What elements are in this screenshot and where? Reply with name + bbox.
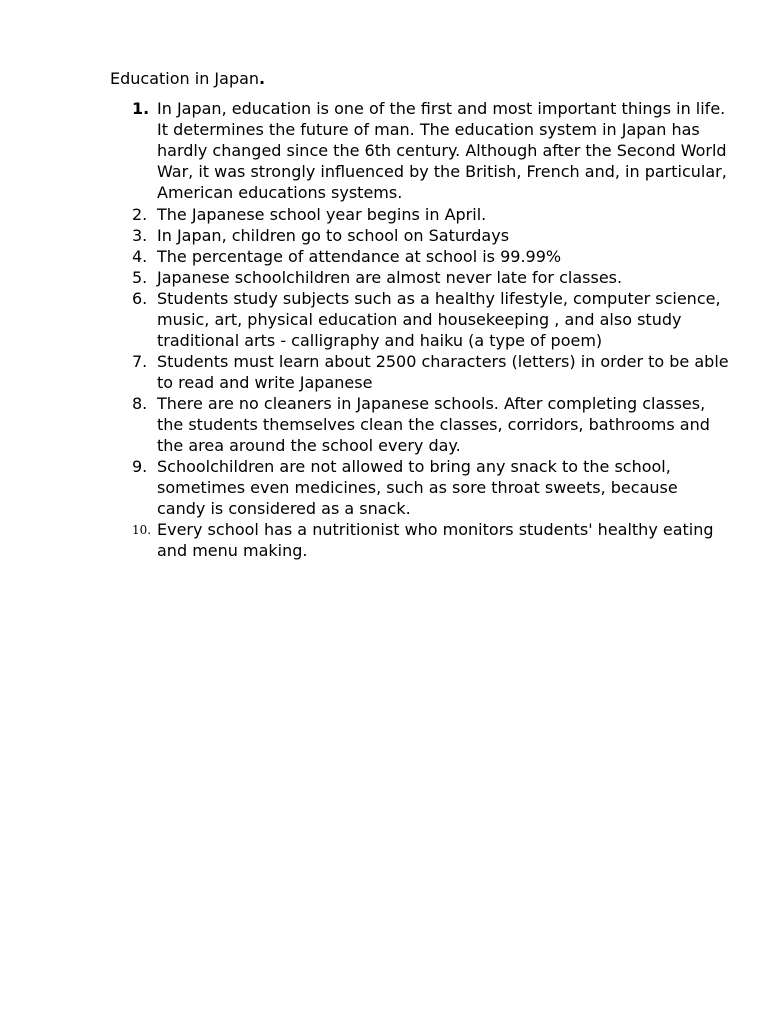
list-item-number: 10.	[132, 523, 152, 537]
document-title-period: .	[259, 69, 266, 88]
list-item-text: In Japan, education is one of the first and most important things in life. It determines the future of man. The education system in Japan has hardly changed since the 6th century. Although after the Second World War, it was strongly influenced by the British, French and, in particular, American educations systems.	[157, 99, 727, 202]
numbered-list	[110, 98, 730, 561]
list-item-text: Japanese schoolchildren are almost never late for classes.	[157, 268, 623, 287]
list-item-text: In Japan, children go to school on Saturdays	[157, 226, 510, 245]
list-item	[110, 456, 730, 519]
list-item-text: Students must learn about 2500 characters (letters) in order to be able to read and write Japanese	[157, 352, 729, 392]
list-item	[110, 351, 730, 393]
list-item-number: 9.	[132, 457, 148, 476]
list-item	[110, 246, 730, 267]
list-item-text: Students study subjects such as a healthy lifestyle, computer science, music, art, physical education and housekeeping , and also study traditional arts - calligraphy and haiku (a type of poem)	[157, 289, 721, 350]
list-item-number: 8.	[132, 394, 148, 413]
list-item	[110, 267, 730, 288]
list-item	[110, 288, 730, 351]
list-item-text: There are no cleaners in Japanese schools. After completing classes, the students themselves clean the classes, corridors, bathrooms and the area around the school every day.	[157, 394, 710, 455]
list-item	[110, 225, 730, 246]
list-item	[110, 98, 730, 203]
list-item-text: Schoolchildren are not allowed to bring any snack to the school, sometimes even medicines, such as sore throat sweets, because candy is considered as a snack.	[157, 457, 678, 518]
list-item-text: The percentage of attendance at school is 99.99%	[157, 247, 562, 266]
list-item	[110, 393, 730, 456]
list-item	[110, 519, 730, 561]
list-item-text: The Japanese school year begins in April.	[157, 205, 487, 224]
document-title-text: Education in Japan	[110, 69, 260, 88]
list-item-number: 4.	[132, 247, 148, 266]
list-item-number: 1.	[132, 99, 150, 118]
document-title	[110, 68, 265, 90]
list-item	[110, 204, 730, 225]
list-item-number: 2.	[132, 205, 148, 224]
list-item-number: 6.	[132, 289, 148, 308]
list-item-number: 5.	[132, 268, 148, 287]
list-item-number: 3.	[132, 226, 148, 245]
list-item-text: Every school has a nutritionist who monitors students' healthy eating and menu making.	[157, 520, 714, 560]
list-item-number: 7.	[132, 352, 148, 371]
